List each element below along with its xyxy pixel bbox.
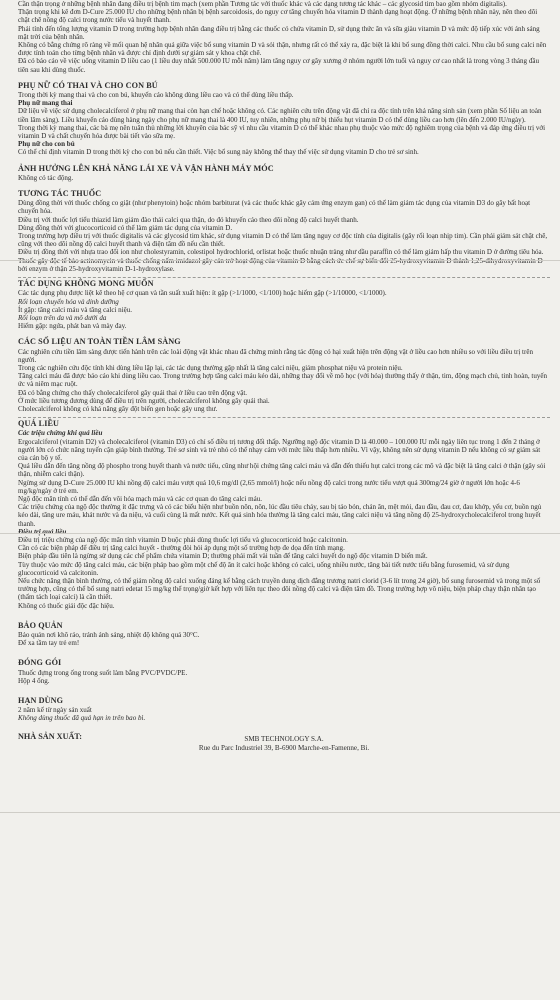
- intro-paragraph: Đã có báo cáo về việc uống vitamin D liều cao (1 liều duy nhất 500.000 IU mỗi năm) làm tăng nguy cơ gãy xương ở nhóm người lớn tuổi và nguy cơ cao nhất là trong vòng 3 tháng đầu tiên sau khi dùng thuốc.: [18, 57, 540, 74]
- storage-heading: BẢO QUẢN: [18, 620, 63, 630]
- overdose-section: [18, 420, 550, 610]
- packaging-section: [18, 659, 550, 685]
- pregnancy-heading: PHỤ NỮ CÓ THAI VÀ CHO CON BÚ: [18, 80, 158, 90]
- treatment-paragraph: Biện pháp đầu tiên là ngừng sử dụng các chế phẩm chứa vitamin D; thường phải mất vài tuần để tăng calci huyết do ngộ độc vitamin D biến mất.: [18, 552, 428, 561]
- treatment-paragraph: Tùy thuộc vào mức độ tăng calci máu, các biện pháp bao gồm một chế độ ăn ít calci hoặc không có calci, uống nhiều nước, tăng bài tiết nước tiểu bằng furosemid, và sử dụng glucocorticoid và calcitonin.: [18, 560, 510, 577]
- preclinical-heading: CÁC SỐ LIỆU AN TOÀN TIỀN LÂM SÀNG: [18, 337, 181, 347]
- adverse-effects-heading: TÁC DỤNG KHÔNG MONG MUỐN: [18, 279, 154, 289]
- interactions-heading: TƯƠNG TÁC THUỐC: [18, 189, 102, 199]
- manufacturer-name: SMB TECHNOLOGY S.A.: [244, 734, 324, 743]
- overdose-heading: QUÁ LIỀU: [18, 419, 60, 429]
- lactation-subheading: Phụ nữ cho con bú: [18, 140, 75, 149]
- adverse-intro: Các tác dụng phụ được liệt kê theo hệ cơ quan và tần suất xuất hiện: ít gặp (>1/1000, <1/100) hoặc hiếm gặp (>1/10000, <1/1000).: [18, 289, 387, 298]
- expiry-note: Không dùng thuốc đã quá hạn in trên bao bì.: [18, 714, 146, 723]
- pregnancy-intro: Trong thời kỳ mang thai và cho con bú, khuyến cáo không dùng liều cao và có thể dùng liều thấp.: [18, 91, 294, 100]
- overdose-paragraph: Ngừng sử dụng D-Cure 25.000 IU khi nồng độ calci máu vượt quá 10,6 mg/dl (2,65 mmol/l) hoặc nếu nồng độ calci trong nước tiểu vượt quá 300mg/24 giờ ở người lớn hoặc 4-6 mg/kg/ngày ở trẻ em.: [18, 478, 520, 495]
- driving-text: Không có tác động.: [18, 173, 74, 182]
- intro-paragraph: Cần thận trọng ở những bệnh nhân đang điều trị bệnh tim mạch (xem phần Tương tác với thuốc khác và các dạng tương tác khác – các glycosid tim bao gồm nhóm digitalis).: [18, 0, 507, 8]
- pregnancy-section: [18, 82, 550, 157]
- treatment-paragraph: Không có thuốc giải độc đặc hiệu.: [18, 601, 115, 610]
- preclinical-section: [18, 338, 550, 413]
- interaction-paragraph: Điều trị với thuốc lợi tiểu thiazid làm giảm đào thải calci qua thận, do đó khuyến cáo theo dõi nồng độ calci huyết thanh.: [18, 215, 359, 224]
- interaction-paragraph: Dùng đồng thời với glucocorticoid có thể làm giảm tác dụng của vitamin D.: [18, 223, 233, 232]
- intro-section: [18, 0, 550, 74]
- interaction-paragraph: Thuốc gây độc tế bào actinomycin và thuốc chống nấm imidazol gây cản trở hoạt động của vitamin D bằng cách ức chế sự biến đổi 25-hydroxyvitamin D thành 1,25-dihydroxyvitamin D bởi enzym ở thận 25-hydroxyvitamin D-1-hydroxylase.: [18, 256, 543, 273]
- adverse-item: Hiếm gặp: ngứa, phát ban và mày đay.: [18, 322, 127, 331]
- preclinical-paragraph: Tăng calci máu đã được báo cáo khi dùng liều cao. Trong trường hợp tăng calci máu kéo dài, những thay đổi về mô học (với hóa) thường thấy ở thận, tim, động mạch chủ, tinh hoàn, tuyến ức và niêm mạc ruột.: [18, 372, 548, 389]
- pregnant-women-subheading: Phụ nữ mang thai: [18, 99, 73, 108]
- preclinical-paragraph: Ở mức liều tương đương dùng để điều trị trên người, cholecalciferol không gây quái thai.: [18, 396, 270, 405]
- pregnancy-paragraph: Trong thời kỳ mang thai, các bà mẹ nên tuân thủ những lời khuyên của bác sỹ vì nhu cầu vitamin D có thể khác nhau phụ thuộc vào mức độ nghiêm trọng của bệnh và đáp ứng điều trị với vitamin D và chất chuyển hóa được bài tiết vào sữa mẹ.: [18, 123, 546, 141]
- expiry-heading: HẠN DÙNG: [18, 696, 64, 706]
- preclinical-paragraph: Trong các nghiên cứu độc tính khi dùng liều lặp lại, các tác dụng thường gặp nhất là tăng calci niệu, giảm phosphat niệu và protein niệu.: [18, 363, 403, 372]
- interaction-paragraph: Trong trường hợp điều trị với thuốc digitalis và các glycosid tim khác, sử dụng vitamin D có thể làm tăng nguy cơ độc tính của digitalis (gây rối loạn nhịp tim). Cần phải giám sát chặt chẽ, cũng với theo dõi nồng độ calci huyết thanh và điện tâm đồ nếu cần thiết.: [18, 232, 548, 249]
- adverse-item: Ít gặp: tăng calci máu và tăng calci niệu.: [18, 305, 133, 314]
- storage-warning: Để xa tầm tay trẻ em!: [18, 639, 80, 648]
- section-divider: [18, 417, 550, 418]
- intro-paragraph: Không có bằng chứng rõ ràng về mối quan hệ nhân quả giữa việc bổ sung vitamin D và sỏi thận, nhưng rất có thể xảy ra, đặc biệt là khi bổ sung đồng thời calci. Nhu cầu bổ sung calci nên được tính toán cho từng bệnh nhân và được chỉ định dưới sự giám sát y khoa chặt chẽ.: [18, 41, 547, 58]
- preclinical-paragraph: Các nghiên cứu tiền lâm sàng được tiến hành trên các loài động vật khác nhau đã chứng minh rằng tác động có hại xuất hiện trên động vật ở liều cao hơn nhiều so với liều điều trị trên người.: [18, 347, 533, 364]
- preclinical-paragraph: Đã có bằng chứng cho thấy cholecalciferol gây quái thai ở liều cao trên động vật.: [18, 388, 248, 397]
- interaction-paragraph: Dùng đồng thời với thuốc chống co giật (như phenytoin) hoặc nhóm barbiturat (và các thuốc khác gây cảm ứng enzym gan) có thể làm giảm tác dụng của vitamin D3 do gây bất hoạt chuyển hóa.: [18, 199, 531, 216]
- driving-section: [18, 165, 550, 182]
- manufacturer-address: Rue du Parc Industriel 39, B-6900 Marche-en-Famenne, Bi.: [198, 743, 370, 752]
- overdose-paragraph: Quá liều dẫn đến tăng nồng độ phospho trong huyết thanh và nước tiểu, cũng như hội chứng tăng calci máu và dẫn đến thiếu hụt calci trong các mô và đặc biệt là tăng calci ở thận (gây sỏi thận, nhiễm calci thận).: [18, 462, 546, 479]
- packaging-text: Hộp 4 ống.: [18, 676, 50, 685]
- treatment-paragraph: Điều trị triệu chứng của ngộ độc mãn tính vitamin D buộc phải dùng thuốc lợi tiểu và glucocorticoid hoặc calcitonin.: [18, 535, 348, 544]
- packaging-text: Thuốc đựng trong ống trong suốt làm bằng PVC/PVDC/PE.: [18, 668, 188, 677]
- manufacturer-block: [18, 731, 550, 753]
- preclinical-paragraph: Cholecalciferol không có khả năng gây đột biến gen hoặc gây ung thư.: [18, 404, 218, 413]
- overdose-paragraph: Các triệu chứng của ngộ độc thường ít đặc trưng và có các biểu hiện như buồn nôn, nôn, lúc đầu tiêu chảy, sau bị táo bón, chán ăn, mệt mỏi, đau đầu, đau cơ, đau khớp, yếu cơ, buồn ngủ kéo dài, tăng ure máu, khát nước và đa niệu, và cuối cùng là mất nước. Kết quả sinh hóa thường là tăng calci máu, tăng calci niệu và tăng nồng độ 25-hydroxycholecalciferol trong huyết thanh.: [18, 503, 542, 528]
- intro-paragraph: Phải tính đến tổng lượng vitamin D trong trường hợp bệnh nhân đang điều trị bằng các thuốc có chứa vitamin D, sử dụng thức ăn và sữa giàu vitamin D và mức độ tiếp xúc với ánh sáng mặt trời của bệnh nhân.: [18, 24, 540, 41]
- driving-heading: ẢNH HƯỞNG LÊN KHẢ NĂNG LÁI XE VÀ VẬN HÀNH MÁY MÓC: [18, 163, 274, 173]
- paper-fold-line: [0, 812, 560, 813]
- paper-fold-line: [0, 533, 560, 534]
- treatment-paragraph: Nếu chức năng thận bình thường, có thể giảm nồng độ calci xuống đáng kể bằng cách truyền dung dịch đẳng trương natri clorid (3-6 lít trong 24 giờ), bổ sung furosemid và trong một số trường hợp, cũng có thể bổ sung natri edetat 15 mg/kg thể trọng/giờ kết hợp với liên tục theo dõi nồng độ calci và điện tâm đồ. Trong trường hợp vô niệu, biện pháp chạy thận nhân tạo (thẩm tách loại calci) là cần thiết.: [18, 577, 541, 602]
- expiry-text: 2 năm kể từ ngày sản xuất: [18, 706, 92, 715]
- packaging-heading: ĐÓNG GÓI: [18, 658, 62, 668]
- overdose-treatment-subheading: Điều trị quá liều: [18, 527, 67, 536]
- manufacturer-label: NHÀ SẢN XUẤT:: [18, 731, 82, 741]
- storage-text: Bảo quản nơi khô ráo, tránh ánh sáng, nhiệt độ không quá 30°C.: [18, 631, 200, 640]
- storage-section: [18, 622, 550, 648]
- paper-fold-line: [0, 260, 560, 261]
- treatment-paragraph: Cần có các biện pháp để điều trị tăng calci huyết - thường đòi hỏi áp dụng một số trường hợp đe dọa đến tính mạng.: [18, 544, 345, 553]
- lactation-paragraph: Có thể chỉ định vitamin D trong thời kỳ cho con bú nếu cần thiết. Việc bổ sung này không thể thay thế việc sử dụng vitamin D cho trẻ sơ sinh.: [18, 148, 419, 157]
- intro-paragraph: Thận trọng khi kê đơn D-Cure 25.000 IU cho những bệnh nhân bị bệnh sarcoidosis, do nguy cơ tăng chuyển hóa vitamin D thành dạng hoạt động. Ở những bệnh nhân này, nên theo dõi chặt chẽ nồng độ calci trong nước tiểu và huyết thanh.: [18, 8, 538, 25]
- adverse-category: Rối loạn trên da và mô dưới da: [18, 313, 107, 322]
- overdose-paragraph: Ergocalciferol (vitamin D2) và cholecalciferol (vitamin D3) có chỉ số điều trị tương đối thấp. Ngưỡng ngộ độc vitamin D là 40.000 – 100.000 IU mỗi ngày liên tục trong 1 đến 2 tháng ở người lớn có chức năng tuyến cận giáp bình thường. Trẻ sơ sinh và trẻ nhỏ có thể nhạy cảm với mức liều thấp hơn nhiều. Vì vậy, không nên sử dụng vitamin D nếu không có sự giám sát của cán bộ y tế.: [18, 437, 541, 462]
- adverse-effects-section: [18, 280, 550, 330]
- adverse-category: Rối loạn chuyển hóa và dinh dưỡng: [18, 297, 119, 306]
- expiry-section: [18, 697, 550, 723]
- overdose-paragraph: Ngộ độc mãn tính có thể dẫn đến vôi hóa mạch máu và các cơ quan do tăng calci máu.: [18, 494, 263, 503]
- overdose-symptoms-subheading: Các triệu chứng khi quá liều: [18, 429, 103, 438]
- section-divider: [18, 277, 550, 278]
- interaction-paragraph: Điều trị đồng thời với nhựa trao đổi ion như cholestyramin, colestipol hydrochlorid, orlistat hoặc thuốc nhuận tràng như dầu paraffin có thể làm giảm hấp thu vitamin D ở đường tiêu hóa.: [18, 248, 544, 257]
- manufacturer-section: [18, 733, 550, 753]
- pregnancy-paragraph: Dữ liệu về việc sử dụng cholecalciferol ở phụ nữ mang thai còn hạn chế hoặc không có. Các nghiên cứu trên động vật đã chỉ ra độc tính trên khả năng sinh sản (xem phần Số liệu an toàn tiền lâm sàng). Liều khuyến cáo dùng hàng ngày cho phụ nữ mang thai là 400 IU, tuy nhiên, những phụ nữ bị thiếu hụt vitamin D có thể dùng liều cao hơn (lên đến 2.000 IU/ngày).: [18, 107, 542, 124]
